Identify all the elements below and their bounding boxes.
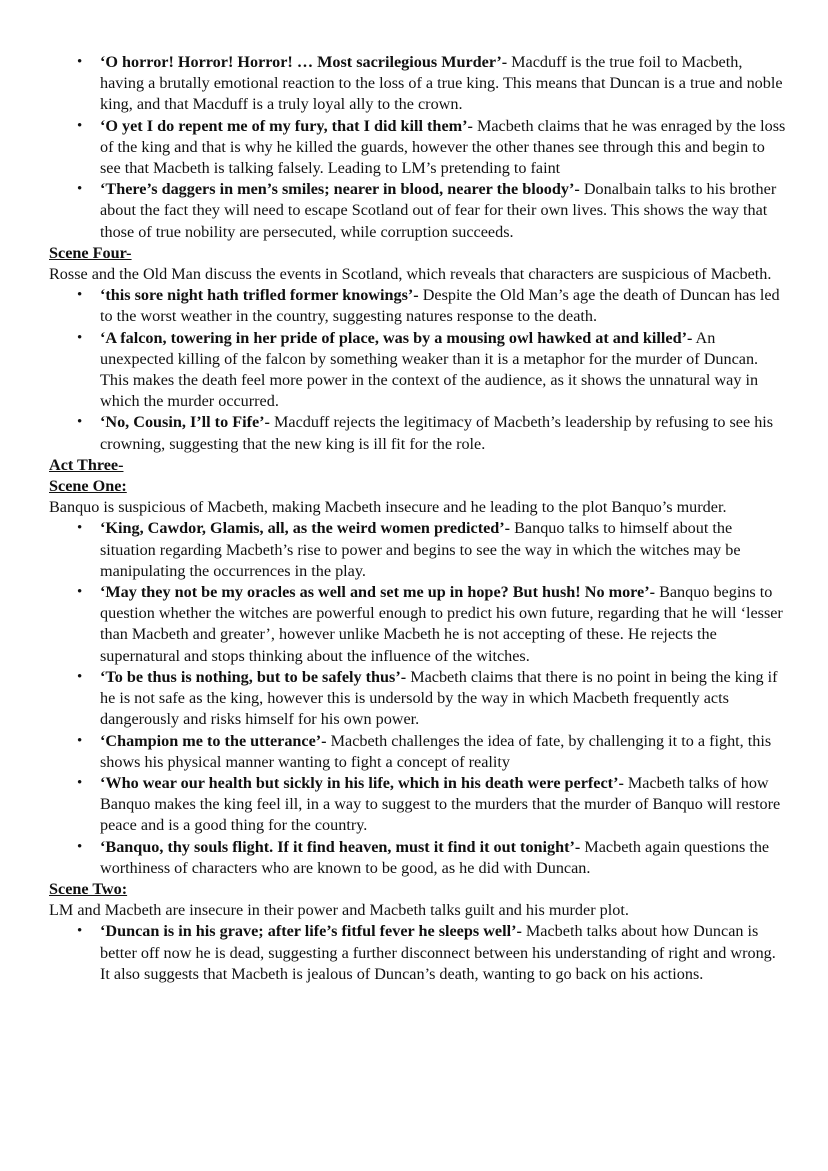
quote-item	[77, 731, 788, 773]
quote-item	[77, 921, 788, 985]
quote-text: ‘O yet I do repent me of my fury, that I did kill them’-	[100, 116, 473, 135]
scene-two-heading: Scene Two:	[49, 879, 128, 898]
bullet-icon: •	[77, 117, 83, 134]
scene-four-quote-list	[49, 285, 788, 455]
quote-item	[77, 837, 788, 879]
quote-item	[77, 773, 788, 837]
analysis-text: Macduff rejects the legitimacy of Macbeth’s leadership by refusing to see his crowning, suggesting that the new king is ill fit for the role.	[100, 413, 774, 453]
analysis-text: Banquo begins to question whether the witches are powerful enough to predict his own future, regarding that he will ‘lesser than Macbeth and greater’, however unlike Macbeth he is not accepting of these. He rejects the supernatural and stops thinking about the influence of the witches.	[100, 583, 783, 665]
scene-four-heading: Scene Four-	[49, 243, 132, 262]
quote-item	[77, 179, 788, 243]
bullet-icon: •	[77, 584, 83, 601]
scene-one-summary: Banquo is suspicious of Macbeth, making Macbeth insecure and he leading to the plot Banquo’s murder.	[49, 498, 727, 517]
analysis-text: Despite the Old Man’s age the death of Duncan has led to the worst weather in the country, suggesting natures response to the death.	[100, 286, 780, 326]
quote-text: ‘this sore night hath trifled former knowings’-	[100, 286, 419, 305]
quote-text: ‘Duncan is in his grave; after life’s fitful fever he sleeps well’-	[100, 922, 522, 941]
bullet-icon: •	[77, 329, 83, 346]
analysis-text: Macbeth talks about how Duncan is better off now he is dead, suggesting a further disconnect between his understanding of right and wrong. It also suggests that Macbeth is jealous of Duncan’s death, wanting to go back on his actions.	[100, 922, 776, 983]
analysis-text: Macbeth claims that there is no point in being the king if he is not safe as the king, however this is undersold by the way in which Macbeth frequently acts dangerously and risks himself for his own power.	[100, 667, 778, 729]
analysis-text: Donalbain talks to his brother about the fact they will need to escape Scotland out of fear for their own lives. This shows the way that those of true nobility are persecuted, while corruption succeeds.	[100, 180, 777, 241]
bullet-icon: •	[77, 414, 83, 431]
bullet-icon: •	[77, 520, 83, 537]
scene-four-summary: Rosse and the Old Man discuss the events in Scotland, which reveals that characters are suspicious of Macbeth.	[49, 265, 772, 284]
quote-item	[77, 285, 788, 327]
act-three-heading: Act Three-	[49, 455, 124, 474]
quote-text: ‘Banquo, thy souls flight. If it find heaven, must it find it out tonight’-	[100, 837, 581, 856]
analysis-text: Macbeth again questions the worthiness of characters who are known to be good, as he did with Duncan.	[100, 837, 770, 877]
quote-text: ‘Who wear our health but sickly in his life, which in his death were perfect’-	[100, 773, 624, 792]
scene-one-quote-list	[49, 518, 788, 878]
analysis-text: Macduff is the true foil to Macbeth, having a brutally emotional reaction to the loss of a true king. This means that Duncan is a true and noble king, and that Macduff is a truly loyal ally to the crown.	[100, 53, 783, 114]
scene-two-quote-list	[49, 921, 788, 985]
quote-item	[77, 116, 788, 180]
analysis-text: An unexpected killing of the falcon by something weaker than it is a metaphor for the murder of Duncan. This makes the death feel more power in the context of the audience, as it shows the unnatural way in which the murder occurred.	[100, 328, 759, 411]
analysis-text: Banquo talks to himself about the situation regarding Macbeth’s rise to power and begins to see the way in which the witches may be manipulating the occurrences in the play.	[100, 519, 741, 580]
scene-one-heading: Scene One:	[49, 477, 127, 496]
analysis-text: Macbeth claims that he was enraged by the loss of the king and that is why he killed the guards, however the other thanes see through this and begin to see that Macbeth is talking falsely. Leading to LM’s pretending to faint	[100, 116, 786, 178]
quote-item	[77, 328, 788, 413]
quote-text: ‘A falcon, towering in her pride of place, was by a mousing owl hawked at and killed’-	[100, 328, 693, 347]
quote-item	[77, 667, 788, 731]
bullet-icon: •	[77, 774, 83, 791]
bullet-icon: •	[77, 54, 83, 70]
quote-item	[77, 412, 788, 454]
analysis-text: Macbeth talks of how Banquo makes the king feel ill, in a way to suggest to the murders that the murder of Banquo will restore peace and is a good thing for the country.	[100, 773, 781, 835]
bullet-icon: •	[77, 923, 83, 940]
scene-two-summary: LM and Macbeth are insecure in their power and Macbeth talks guilt and his murder plot.	[49, 901, 629, 920]
quote-text: ‘King, Cawdor, Glamis, all, as the weird women predicted’-	[100, 519, 511, 538]
quote-item	[77, 52, 788, 116]
act2-scene3-quote-list	[49, 52, 788, 243]
quote-text: ‘O horror! Horror! Horror! … Most sacrilegious Murder’-	[100, 53, 508, 71]
quote-text: ‘To be thus is nothing, but to be safely thus’-	[100, 667, 407, 686]
bullet-icon: •	[77, 181, 83, 198]
quote-text: ‘May they not be my oracles as well and set me up in hope? But hush! No more’-	[100, 583, 656, 602]
bullet-icon: •	[77, 732, 83, 749]
bullet-icon: •	[77, 838, 83, 855]
bullet-icon: •	[77, 287, 83, 304]
quote-item	[77, 582, 788, 667]
quote-text: ‘There’s daggers in men’s smiles; nearer in blood, nearer the bloody’-	[100, 180, 580, 199]
quote-text: ‘No, Cousin, I’ll to Fife’-	[100, 413, 270, 432]
bullet-icon: •	[77, 668, 83, 685]
quote-text: ‘Champion me to the utterance’-	[100, 731, 327, 750]
quote-item	[77, 518, 788, 582]
analysis-text: Macbeth challenges the idea of fate, by challenging it to a fight, this shows his physical manner wanting to fight a concept of reality	[100, 731, 772, 771]
